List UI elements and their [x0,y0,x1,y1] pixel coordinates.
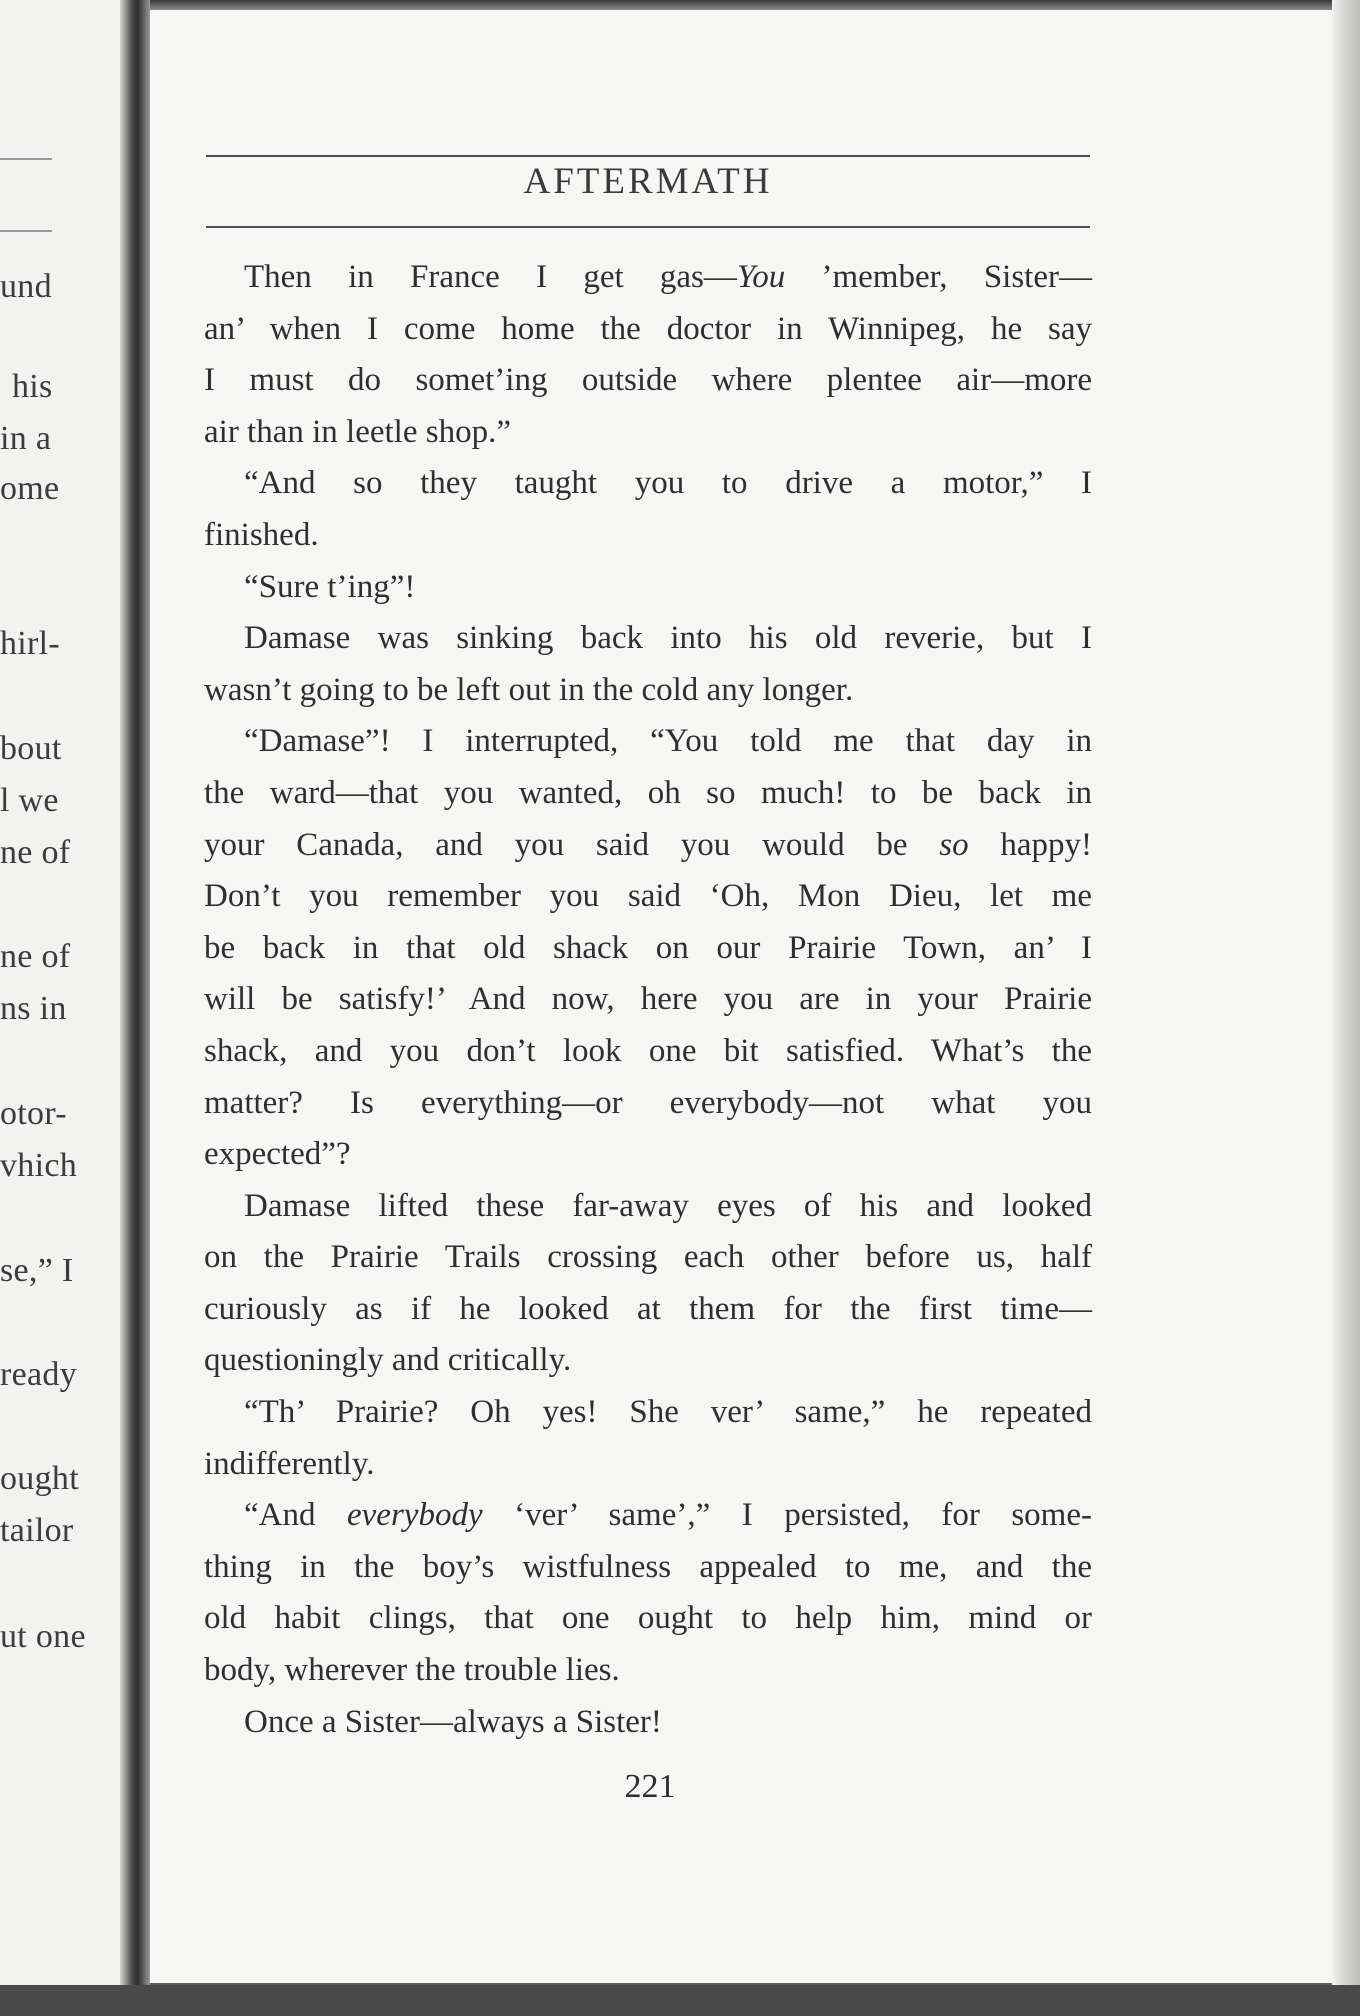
text-run: “And so they taught you to drive a motor,” I [244,465,1092,502]
left-page-fragment: hirl- [0,625,61,662]
page-top-edge [146,0,1360,10]
italic-text: You [736,259,786,295]
text-run: happy! [968,826,1092,863]
left-page-fragment: vhich [0,1147,78,1184]
left-page-fragment: ns in [0,990,67,1027]
text-line [204,407,1092,459]
text-line [204,252,1092,304]
left-page-fragment: tailor [0,1512,74,1549]
text-run: on the Prairie Trails crossing each other before us, half [204,1239,1092,1276]
text-line [204,1439,1092,1491]
text-run: an’ when I come home the doctor in Winnipeg, he say [204,310,1092,347]
text-run: questioningly and critically. [204,1342,572,1379]
text-line [204,613,1092,665]
text-run: body, wherever the trouble lies. [204,1652,620,1689]
text-run: Damase lifted these far-away eyes of his and looked [244,1187,1092,1224]
text-line [204,355,1092,407]
text-run: indifferently. [204,1445,375,1482]
text-line [204,820,1092,872]
text-run: curiously as if he looked at them for the first time— [204,1290,1092,1327]
scan-background-bottom [0,1985,1360,2016]
left-page-fragment: und [0,268,52,305]
text-line [204,304,1092,356]
left-page-fragment: l we [0,782,59,819]
text-run: Damase was sinking back into his old reverie, but I [244,620,1092,657]
text-line [204,923,1092,975]
left-page-fragment: ne of [0,834,71,871]
left-page-fragment: ought [0,1460,79,1497]
text-run: “And [244,1497,348,1534]
left-page-fragment: ut one [0,1618,86,1655]
text-run: air than in leetle shop.” [204,413,511,450]
running-head: AFTERMATH [523,161,773,202]
text-run: thing in the boy’s wistfulness appealed to me, and the [204,1548,1092,1585]
text-run: wasn’t going to be left out in the cold any longer. [204,671,854,708]
text-line [204,716,1092,768]
left-page-fragment: ready [0,1356,78,1393]
text-line [204,1232,1092,1284]
text-run: will be satisfy!’ And now, here you are in your Prairie [204,981,1092,1018]
left-page-fragment: ome [0,470,60,507]
header-rule-top [206,155,1090,157]
text-run: be back in that old shack on our Prairie Town, an’ I [204,929,1092,966]
page-number: 221 [624,1768,676,1805]
text-line [204,1387,1092,1439]
text-line [204,1645,1092,1697]
text-run: shack, and you don’t look one bit satisfied. What’s the [204,1032,1092,1069]
text-line [204,1593,1092,1645]
text-run: “Damase”! I interrupted, “You told me that day in [244,723,1092,760]
text-line [204,510,1092,562]
text-line [204,1026,1092,1078]
text-run: matter? Is everything—or everybody—not what you [204,1084,1092,1121]
facing-page-left [0,0,140,1990]
page-fore-edge [1332,0,1360,1985]
left-page-fragment: bout [0,730,62,767]
text-run: “Th’ Prairie? Oh yes! She ver’ same,” he repeated [244,1394,1092,1431]
text-run: expected”? [204,1136,351,1173]
text-run: your Canada, and you said you would be [204,826,940,863]
body-text [204,252,1092,1748]
text-line [204,665,1092,717]
book-gutter [120,0,150,1985]
text-run: I must do somet’ing outside where plentee air—more [204,362,1092,399]
text-run: finished. [204,516,319,553]
left-page-fragment: se,” I [0,1252,74,1289]
text-line [204,1078,1092,1130]
text-line [204,1181,1092,1233]
text-line [204,1490,1092,1542]
text-run: Once a Sister—always a Sister! [244,1703,662,1740]
left-page-fragment: his [12,368,53,405]
text-line [204,1542,1092,1594]
text-line [204,871,1092,923]
text-line [204,1129,1092,1181]
left-page-fragment: ne of [0,938,71,975]
text-line [204,458,1092,510]
left-page-fragment: otor- [0,1095,67,1132]
text-line [204,562,1092,614]
text-run: old habit clings, that one ought to help him, mind or [204,1600,1092,1637]
header-rule-bottom [206,226,1090,228]
text-line [204,974,1092,1026]
italic-text: so [939,826,969,863]
text-run: Then in France I get gas— [244,259,737,295]
left-page-fragment: in a [0,420,52,457]
text-run: ’member, Sister— [785,259,1092,295]
italic-text: everybody [347,1497,483,1534]
text-run: “Sure t’ing”! [244,568,416,605]
text-line [204,1284,1092,1336]
left-page-rule-bottom [0,230,52,232]
text-run: Don’t you remember you said ‘Oh, Mon Dieu, let me [204,878,1092,915]
text-line [204,1697,1092,1749]
text-run: ‘ver’ same’,” I persisted, for some- [482,1497,1092,1534]
text-line [204,768,1092,820]
text-run: the ward—that you wanted, oh so much! to be back in [204,774,1092,811]
text-line [204,1335,1092,1387]
left-page-rule-top [0,158,52,160]
